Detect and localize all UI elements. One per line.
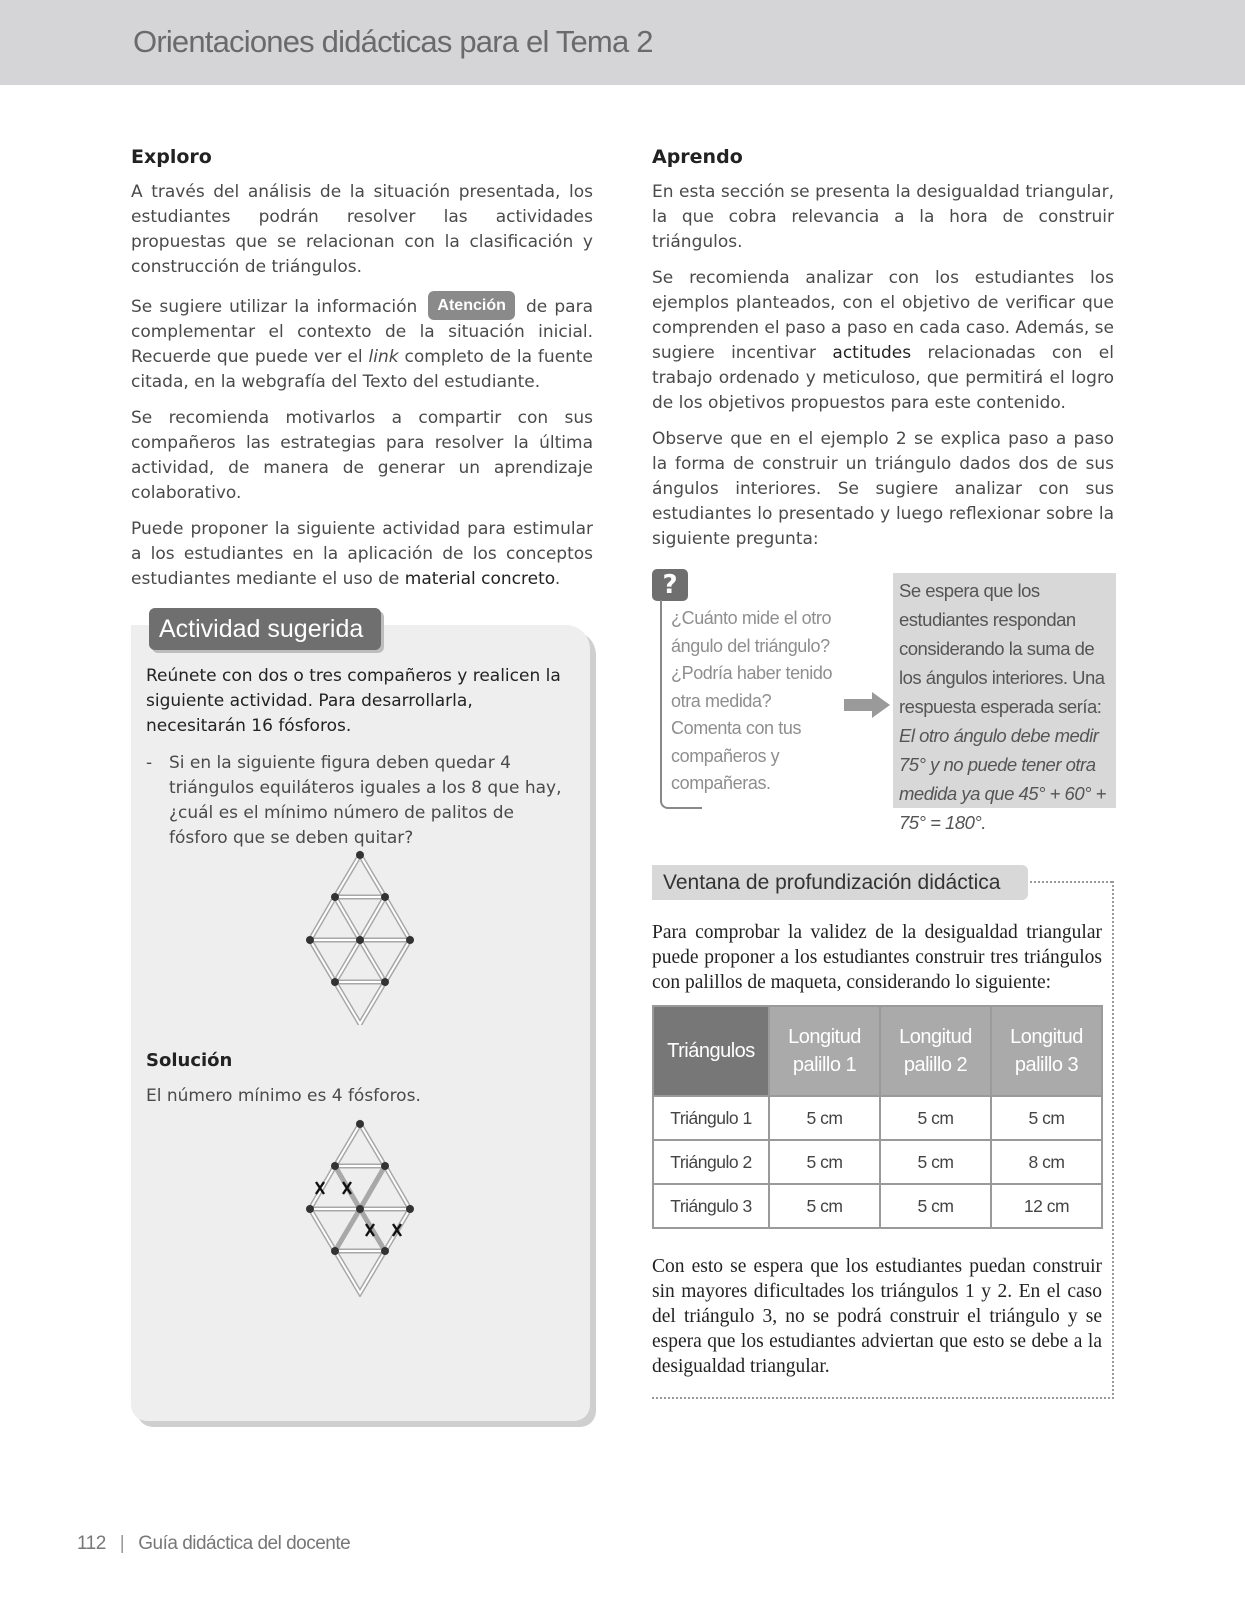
footer-text: Guía didáctica del docente: [138, 1533, 351, 1554]
explore-p2-before: Se sugiere utilizar la información: [131, 297, 418, 317]
explore-paragraph-3: Se recomienda motivarlos a compartir con sus compañeros las estrategias para resolver la última actividad, de manera de generar un aprendizaje colaborativo.: [131, 408, 593, 503]
window-title: Ventana de profundización didáctica: [663, 871, 1001, 894]
learn-paragraph-1: En esta sección se presenta la desigualdad triangular, la que cobra relevancia a la hora de construir triángulos.: [652, 182, 1114, 252]
table-cell: 8 cm: [991, 1140, 1102, 1184]
learn-title: Aprendo: [652, 146, 743, 168]
table-cell: 5 cm: [880, 1096, 991, 1140]
atencion-tag: Atención: [428, 291, 514, 320]
explore-p4-end: .: [554, 569, 561, 589]
table-cell: Triángulo 2: [653, 1140, 769, 1184]
learn-paragraph-3: Observe que en el ejemplo 2 se explica paso a paso la forma de construir un triángulo dados dos de sus ángulos interiores. Se sugiere analizar con sus estudiantes lo presentado y luego reflexionar sobre la siguiente pregunta:: [652, 429, 1114, 549]
table-cell: Triángulo 1: [653, 1096, 769, 1140]
table-header: Longitud palillo 2: [880, 1006, 991, 1096]
learn-p2-before: Se recomienda analizar con los estudiantes los ejemplos planteados, con el objetivo de verificar que comprenden el paso a paso en cada caso. Además, se sugiere incentivar: [652, 268, 1114, 363]
explore-paragraph-2: [131, 291, 593, 395]
table-cell: 5 cm: [769, 1184, 880, 1228]
activity-dash: -: [146, 753, 153, 773]
learn-p2-after: relacionadas con el trabajo ordenado y meticuloso, que permitirá el logro de los objetivos propuestos para este contenido.: [652, 343, 1114, 413]
answer-box: [893, 573, 1116, 833]
actitudes-word: actitudes: [832, 343, 912, 363]
table-cell: 5 cm: [880, 1184, 991, 1228]
explore-p2-after-a: de para complementar el contexto de la situación inicial. Recuerde que puede ver el: [131, 297, 593, 367]
table-cell: 12 cm: [991, 1184, 1102, 1228]
table-cell: 5 cm: [991, 1096, 1102, 1140]
activity-tab: [149, 608, 381, 650]
table-row: [653, 1184, 1102, 1228]
table-row: [653, 1096, 1102, 1140]
activity-item: [146, 751, 576, 851]
table-cell: Triángulo 3: [653, 1184, 769, 1228]
table-header-row: [653, 1006, 1102, 1096]
question-mark-icon: ?: [652, 569, 688, 601]
explore-title: Exploro: [131, 146, 212, 168]
table-header: Longitud palillo 3: [991, 1006, 1102, 1096]
footer-separator: |: [119, 1533, 125, 1554]
activity-content: [146, 664, 576, 851]
explore-section: [131, 146, 593, 603]
table-header: Longitud palillo 1: [769, 1006, 880, 1096]
activity-tab-label: Actividad sugerida: [159, 615, 364, 643]
page-footer: [77, 1533, 350, 1555]
answer-plain: Se espera que los estudiantes respondan considerando la suma de los ángulos interiores. Una respuesta esperada sería:: [899, 580, 1105, 717]
explore-paragraph-4: [131, 517, 593, 592]
material-concreto: material concreto: [404, 569, 555, 589]
learn-section: [652, 146, 1114, 563]
learn-paragraph-2: [652, 266, 1114, 416]
page-number: 112: [77, 1533, 106, 1554]
table-cell: 5 cm: [880, 1140, 991, 1184]
matchstick-figure: [300, 850, 420, 1025]
table-header: Triángulos: [653, 1006, 769, 1096]
window-tab: [652, 865, 1028, 900]
table-cell: 5 cm: [769, 1096, 880, 1140]
activity-item-text: Si en la siguiente figura deben quedar 4 triángulos equiláteros iguales a los 8 que hay, ¿cuál es el mínimo número de palitos de fósforo que se deben quitar?: [169, 753, 562, 848]
explore-p2-after-b: completo de la fuente citada, en la webgrafía del Texto del estudiante.: [131, 347, 594, 392]
activity-lead: Reúnete con dos o tres compañeros y realicen la siguiente actividad. Para desarrollarla, necesitarán 16 fósforos.: [146, 666, 561, 736]
question-text: ¿Cuánto mide el otro ángulo del triángulo? ¿Podría haber tenido otra medida? Comenta con tus compañeros y compañeras.: [671, 608, 833, 793]
matchstick-solution-figure: [300, 1112, 420, 1297]
link-word: link: [368, 347, 399, 367]
answer-text: [899, 576, 1114, 837]
explore-paragraph-1: A través del análisis de la situación presentada, los estudiantes podrán resolver las actividades propuestas que se relacionan con la clasificación y construcción de triángulos.: [131, 182, 593, 277]
answer-italic: El otro ángulo debe medir 75° y no puede tener otra medida ya que 45° + 60° + 75° = 180°.: [899, 725, 1106, 833]
header-title: Orientaciones didácticas para el Tema 2: [133, 24, 653, 59]
arrow-right-icon: [842, 690, 892, 720]
solution-text: El número mínimo es 4 fósforos.: [146, 1086, 421, 1106]
window-intro: Para comprobar la validez de la desigualdad triangular puede proponer a los estudiantes construir tres triángulos con palillos de maqueta, considerando lo siguiente:: [652, 922, 1102, 993]
page-header: [0, 0, 1245, 85]
explore-p4-before: Puede proponer la siguiente actividad para estimular a los estudiantes en la aplicación de los conceptos estudiantes mediante el uso de: [131, 519, 593, 589]
window-outro: Con esto se espera que los estudiantes puedan construir sin mayores dificultades los triángulos 1 y 2. En el caso del triángulo 3, no se podrá construir el triángulo y se espera que los estudiantes adviertan que esto se debe a la desigualdad triangular.: [652, 1256, 1102, 1377]
solution-title: Solución: [146, 1050, 233, 1071]
window-top-border: [1026, 881, 1112, 883]
table-cell: 5 cm: [769, 1140, 880, 1184]
triangles-table: [652, 1005, 1103, 1229]
table-row: [653, 1140, 1102, 1184]
